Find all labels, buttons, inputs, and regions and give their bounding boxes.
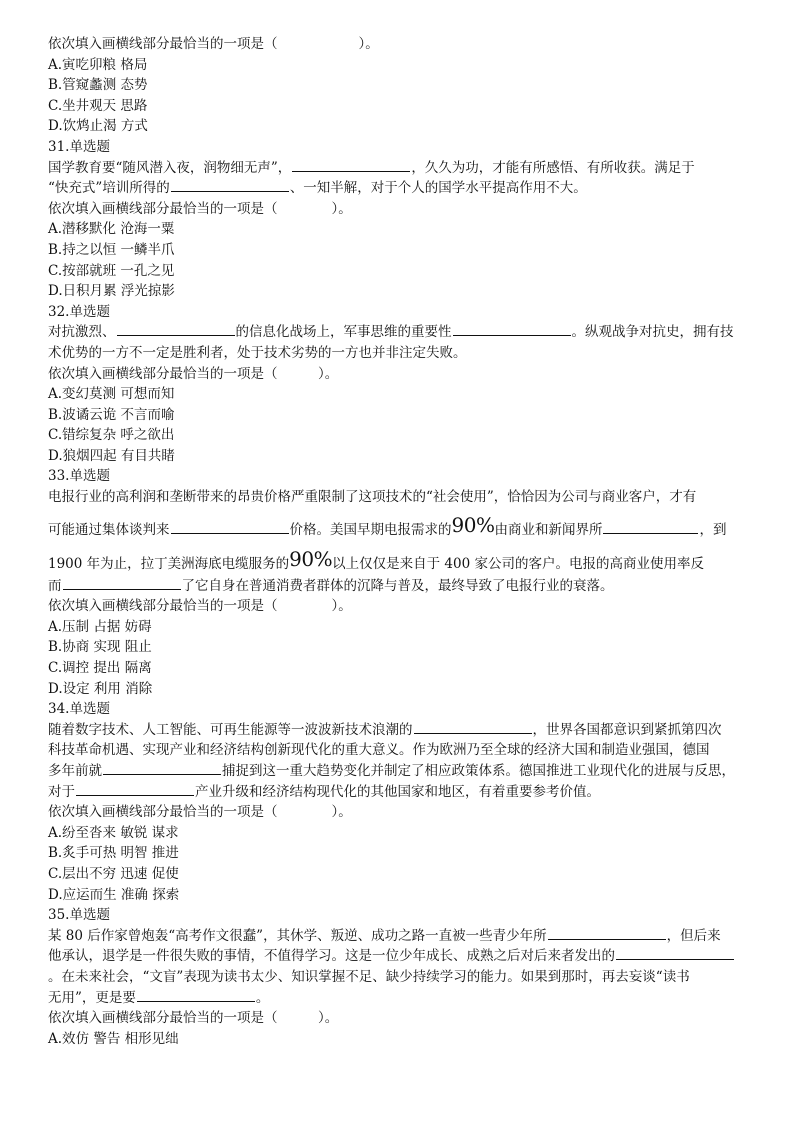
answer-blank <box>103 761 221 775</box>
text-segment: 随着数字技术、人工智能、可再生能源等一波波新技术浪潮的 <box>48 721 413 738</box>
answer-blank <box>76 782 194 796</box>
q33-stem-4 <box>48 576 760 597</box>
text-segment: A.压制 占据 妨碍 <box>48 618 152 635</box>
percent-figure: 90% <box>289 546 333 571</box>
q31-header <box>48 137 760 158</box>
q32-instruction <box>48 364 760 385</box>
text-segment: 无用”，更是要 <box>48 989 136 1006</box>
answer-blank <box>171 520 289 534</box>
text-segment: A.潜移默化 沧海一粟 <box>48 221 175 238</box>
text-segment: B.协商 实现 阻止 <box>48 639 152 656</box>
q34-option-a <box>48 823 760 844</box>
q34-stem-2 <box>48 740 760 761</box>
answer-blank <box>453 322 571 336</box>
answer-blank <box>137 988 255 1002</box>
answer-blank <box>63 576 181 590</box>
text-segment: 术优势的一方不一定是胜利者，处于技术劣势的一方也并非注定失败。 <box>48 344 467 361</box>
answer-blank <box>117 322 235 336</box>
q33-stem-2 <box>48 508 760 542</box>
text-segment: D.饮鸩止渴 方式 <box>48 118 148 135</box>
text-segment: A.效仿 警告 相形见绌 <box>48 1030 179 1047</box>
q34-instruction <box>48 802 760 823</box>
text-segment: 的信息化战场上，军事思维的重要性 <box>235 324 452 341</box>
q33-stem-3 <box>48 542 760 576</box>
q32-header <box>48 302 760 323</box>
text-segment: 。纵观战争对抗史，拥有技 <box>571 324 734 341</box>
q33-stem-1 <box>48 487 760 508</box>
q35-stem-1 <box>48 926 760 947</box>
q30-option-c <box>48 96 760 117</box>
text-segment: 由商业和新闻界所 <box>494 521 603 538</box>
text-segment: 31.单选题 <box>48 138 110 155</box>
text-segment: 依次填入画横线部分最恰当的一项是（ ）。 <box>48 1010 339 1027</box>
q33-option-b <box>48 637 760 658</box>
q34-stem-3 <box>48 761 760 782</box>
text-segment: 对于 <box>48 783 75 800</box>
text-segment: B.波谲云诡 不言而喻 <box>48 406 175 423</box>
text-segment: 依次填入画横线部分最恰当的一项是（ ）。 <box>48 598 352 615</box>
text-segment: 捕捉到这一重大趋势变化并制定了相应政策体系。德国推进工业现代化的进展与反思， <box>222 763 735 779</box>
q31-option-a <box>48 219 760 240</box>
q30-option-d <box>48 116 760 137</box>
exam-page <box>48 34 760 1049</box>
q33-header <box>48 466 760 487</box>
q35-instruction <box>48 1008 760 1029</box>
text-segment: 科技革命机遇、实现产业和经济结构创新现代化的重大意义。作为欧洲乃至全球的经济大国和制造业强国，德国 <box>48 742 710 759</box>
text-segment: 、一知半解，对于个人的国学水平提高作用不大。 <box>289 180 587 197</box>
q30-option-b <box>48 75 760 96</box>
text-segment: ，世界各国都意识到紧抓第四次 <box>532 721 722 738</box>
q32-option-d <box>48 446 760 467</box>
answer-blank <box>548 926 666 940</box>
text-segment: “快充式”培训所得的 <box>48 180 170 197</box>
text-segment: A.变幻莫测 可想而知 <box>48 386 175 403</box>
text-segment: 可能通过集体谈判来 <box>48 521 170 538</box>
answer-blank <box>616 946 734 960</box>
text-segment: D.应运而生 准确 探索 <box>48 886 180 903</box>
q30-option-a <box>48 55 760 76</box>
text-segment: 对抗激烈、 <box>48 324 116 341</box>
q35-option-a <box>48 1029 760 1050</box>
text-segment: 依次填入画横线部分最恰当的一项是（ ）。 <box>48 200 352 217</box>
text-segment: ，但后来 <box>666 927 721 944</box>
text-segment: ，到 <box>699 521 727 538</box>
text-segment: A.纷至沓来 敏锐 谋求 <box>48 824 179 841</box>
text-segment: 他承认，退学是一件很失败的事情，不值得学习。这是一位少年成长、成熟之后对后来者发出的 <box>48 948 615 965</box>
q31-option-c <box>48 261 760 282</box>
q31-stem-1 <box>48 158 760 179</box>
q33-option-c <box>48 658 760 679</box>
q33-option-a <box>48 617 760 638</box>
text-segment: 某 80 后作家曾炮轰“高考作文很蠢”，其休学、叛逆、成功之路一直被一些青少年所 <box>48 927 547 944</box>
text-segment: C.坐井观天 思路 <box>48 97 148 114</box>
q33-option-d <box>48 679 760 700</box>
percent-figure: 90% <box>451 512 495 537</box>
text-segment: 33.单选题 <box>48 468 110 485</box>
q31-option-b <box>48 240 760 261</box>
text-segment: 35.单选题 <box>48 907 110 924</box>
text-segment: D.日积月累 浮光掠影 <box>48 283 175 300</box>
text-segment: 产业升级和经济结构现代化的其他国家和地区，有着重要参考价值。 <box>195 783 600 800</box>
text-segment: 34.单选题 <box>48 701 110 718</box>
text-segment: 依次填入画横线部分最恰当的一项是（ ）。 <box>48 804 352 821</box>
q34-stem-4 <box>48 782 760 803</box>
q35-stem-3 <box>48 967 760 988</box>
text-segment: B.炙手可热 明智 推进 <box>48 845 179 862</box>
text-segment: 电报行业的高利润和垄断带来的昂贵价格严重限制了这项技术的“社会使用”，恰恰因为公司与商业客户，才有 <box>48 489 697 506</box>
text-segment: D.狼烟四起 有目共睹 <box>48 447 175 464</box>
q34-option-d <box>48 885 760 906</box>
q34-option-b <box>48 843 760 864</box>
text-segment: 依次填入画横线部分最恰当的一项是（ ）。 <box>48 36 379 52</box>
text-segment: 以上仅仅是来自于 400 家公司的客户。电报的高商业使用率反 <box>332 555 704 572</box>
text-segment: A.寅吃卯粮 格局 <box>48 56 148 73</box>
text-segment: B.持之以恒 一鳞半爪 <box>48 241 175 258</box>
q31-stem-2 <box>48 178 760 199</box>
q32-option-c <box>48 425 760 446</box>
text-segment: C.层出不穷 迅速 促使 <box>48 865 179 882</box>
text-segment: 多年前就 <box>48 763 102 779</box>
answer-blank <box>603 520 698 534</box>
text-segment: 依次填入画横线部分最恰当的一项是（ ）。 <box>48 365 339 382</box>
q32-option-b <box>48 405 760 426</box>
text-segment: 了它自身在普通消费者群体的沉降与普及，最终导致了电报行业的衰落。 <box>181 577 614 594</box>
q32-stem-2 <box>48 343 760 364</box>
q31-option-d <box>48 281 760 302</box>
q34-header <box>48 699 760 720</box>
text-segment: 1900 年为止，拉丁美洲海底电缆服务的 <box>48 555 290 572</box>
answer-blank <box>292 158 410 172</box>
q32-option-a <box>48 384 760 405</box>
q33-instruction <box>48 596 760 617</box>
text-segment: C.错综复杂 呼之欲出 <box>48 427 175 444</box>
q30-instruction <box>48 34 760 55</box>
q32-stem-1 <box>48 322 760 343</box>
q34-stem-1 <box>48 720 760 741</box>
q35-stem-2 <box>48 946 760 967</box>
text-segment: 而 <box>48 577 62 594</box>
text-segment: C.调控 提出 隔离 <box>48 660 152 677</box>
text-segment: 32.单选题 <box>48 303 110 320</box>
text-segment: B.管窥蠡测 态势 <box>48 77 148 94</box>
text-segment: D.设定 利用 消除 <box>48 680 153 697</box>
q31-instruction <box>48 199 760 220</box>
q35-stem-4 <box>48 988 760 1009</box>
text-segment: 价格。美国早期电报需求的 <box>289 521 452 538</box>
text-segment: C.按部就班 一孔之见 <box>48 262 175 279</box>
answer-blank <box>171 178 289 192</box>
text-segment: ，久久为功，才能有所感悟、有所收获。满足于 <box>411 159 695 176</box>
q35-header <box>48 905 760 926</box>
text-segment: 国学教育要“随风潜入夜，润物细无声”， <box>48 159 292 176</box>
answer-blank <box>414 720 532 734</box>
text-segment: 。 <box>255 989 270 1006</box>
text-segment: 。在未来社会，“文盲”表现为读书太少、知识掌握不足、缺少持续学习的能力。如果到那时，再去妄谈“读书 <box>48 968 690 985</box>
q34-option-c <box>48 864 760 885</box>
